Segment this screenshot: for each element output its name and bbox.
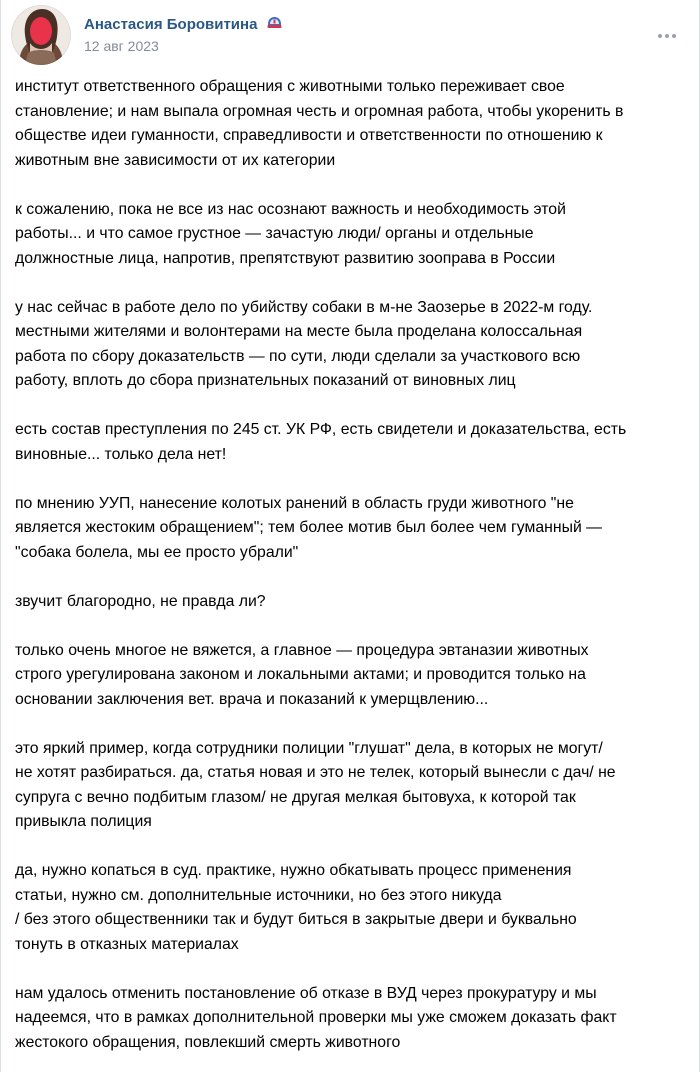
author-name-text[interactable]: Анастасия Боровитина [84,16,258,33]
post-text [15,75,691,1080]
post-paragraph: звучит благородно, не правда ли? [15,592,266,610]
post-paragraph: это яркий пример, когда сотрудники полиции "глушат" дела, в которых не могут/ не хотят разбираться. да, статья новая и это не телек, который вынесли с дач/ не супруга с вечно подбитым глазом/ не другая мелкая бытовуха, к которой так привыкла полиция [15,739,616,830]
post-paragraph: к сожалению, пока не все из нас осознают важность и необходимость этой работы... и что самое грустное — зачастую люди/ органы и отдельные должностные лица, напротив, препятствуют развитию зооправа в России [15,200,566,267]
avatar[interactable] [11,5,71,65]
post-paragraph: по мнению УУП, нанесение колотых ранений в область груди животного "не является жестоким обращением"; тем более мотив был более чем гуманный — "собака болела, мы ее просто убрали" [15,494,602,561]
avatar-image [11,5,71,65]
post-paragraph: у нас сейчас в работе дело по убийству собаки в м-не Заозерье в 2022-м году. местными жителями и волонтерами на месте была проделана колоссальная работа по сбору доказательств — по сути, люди сделали за участкового всю работу, вплоть до сбора признательных показаний от виновных лиц [15,298,593,389]
post-paragraph: есть состав преступления по 245 ст. УК РФ, есть свидетели и доказательства, есть виновные... только дела нет! [15,421,627,463]
more-dots-icon[interactable] [655,24,679,48]
author-name[interactable] [84,15,283,33]
verified-badge-icon [266,15,283,32]
post-paragraph: только очень многое не вяжется, а главное — процедура эвтаназии животных строго урегулирована законом и локальными актами; и проводится только на основании заключения вет. врача и показаний к умерщвлению... [15,641,589,708]
post-paragraph: нам удалось отменить постановление об отказе в ВУД через прокуратуру и мы надеемся, что в рамках дополнительной проверки мы уже сможем доказать факт жестокого обращения, повлекший смерть животного [15,984,617,1051]
post-date[interactable]: 12 авг 2023 [84,38,159,54]
post-paragraph: институт ответственного обращения с животными только переживает свое становление; и нам выпала огромная честь и огромная работа, чтобы укоренить в обществе идеи гуманности, справедливости и ответственности по отношению к животным вне зависимости от их категории [15,78,624,169]
post-header [1,0,700,72]
post-paragraph: да, нужно копаться в суд. практике, нужно обкатывать процесс применения статьи, нужно см. дополнительные источники, но без этого никуда / без этого общественники так и будут биться в закрытые двери и буквально тонуть в отказных материалах [15,862,577,953]
